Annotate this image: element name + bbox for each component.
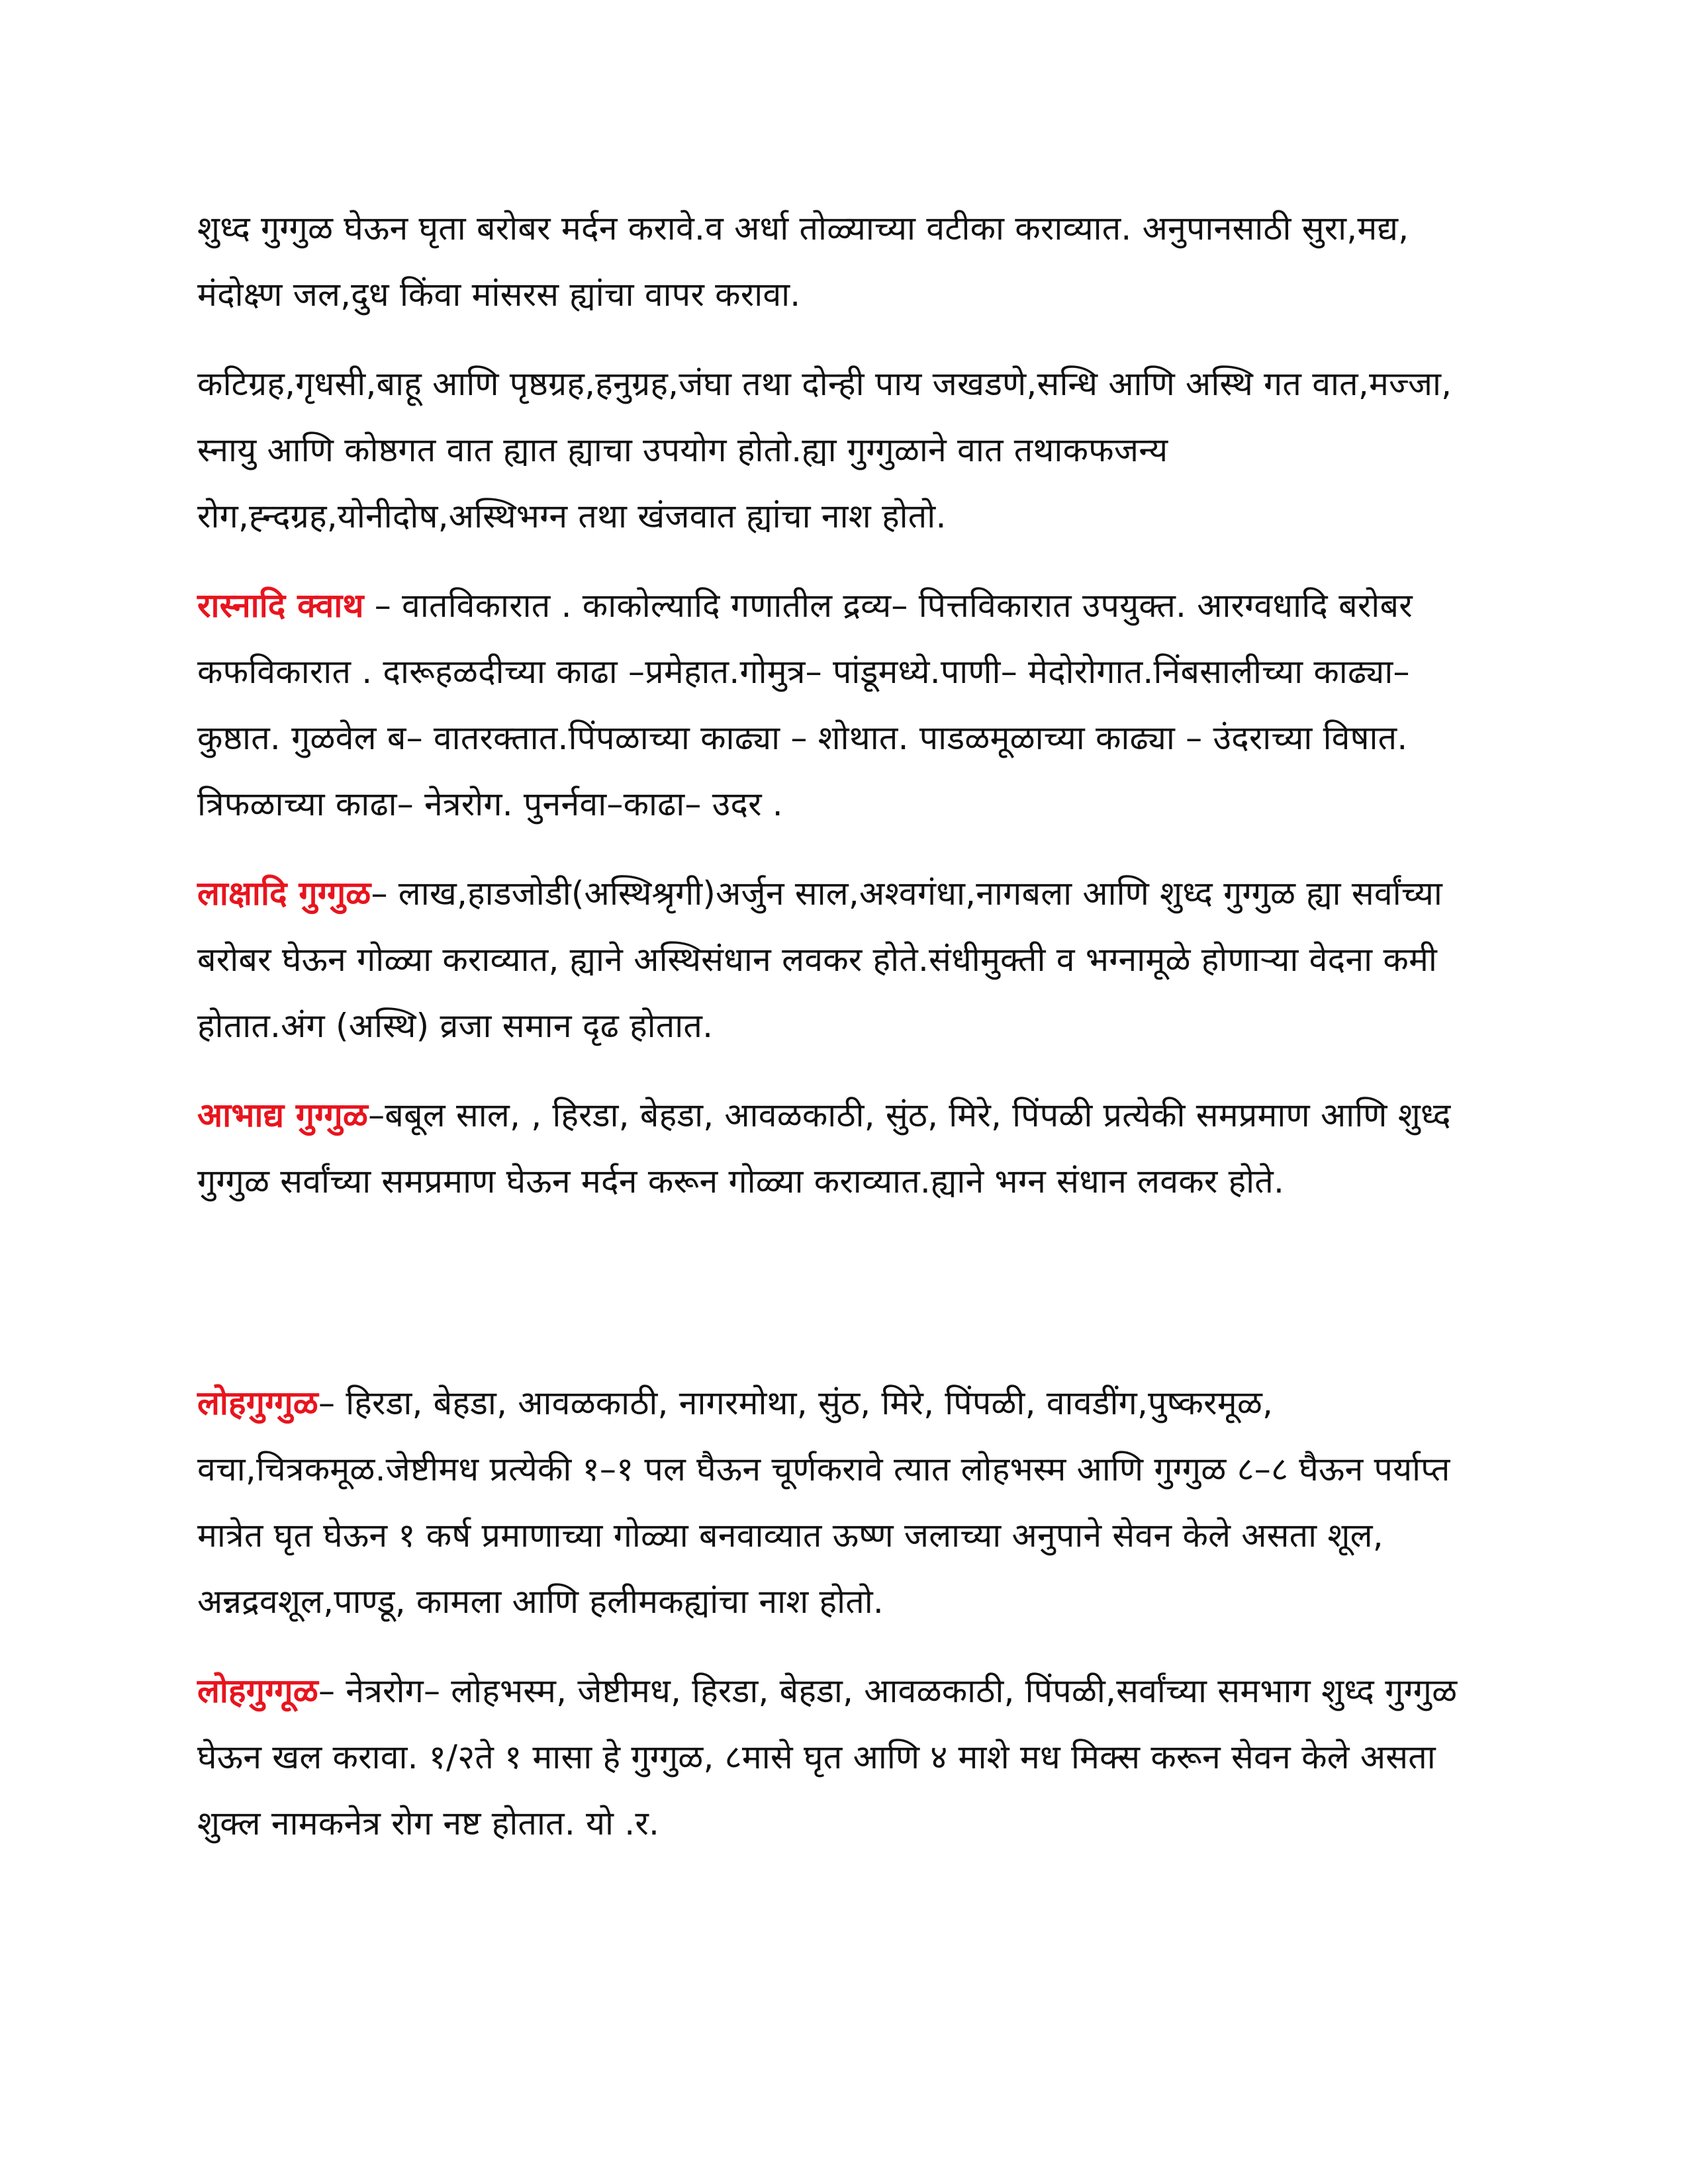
- paragraph-rasnadi-kwath: [197, 572, 1468, 837]
- paragraph-gugul-preparation: [197, 195, 1468, 328]
- paragraph-text: कटिग्रह,गृधसी,बाहू आणि पृष्ठग्रह,हनुग्रह,जंघा तथा दोन्ही पाय जखडणे,सन्धि आणि अस्थि गत वात,मज्जा, स्नायु आणि कोष्ठगत वात ह्यात ह्याचा उपयोग होतो.ह्या गुग्गुळाने वात तथाकफजन्य रोग,ह्न्दग्रह,योनीदोष,अस्थिभग्न तथा खंजवात ह्यांचा नाश होतो.: [197, 365, 1452, 535]
- paragraph-text: – नेत्ररोग– लोहभस्म, जेष्टीमध, हिरडा, बेहडा, आवळकाठी, पिंपळी,सर्वांच्या समभाग शुध्द गुग्गुळ घेऊन खल करावा. १/२ते १ मासा हे गुग्गुळ, ८मासे घृत आणि ४ माशे मध मिक्स करून सेवन केले असता शुक्ल नामकनेत्र रोग नष्ट होतात. यो .र.: [197, 1672, 1458, 1843]
- paragraph-lakshadi-gugul: [197, 860, 1468, 1059]
- section-heading-rasnadi-kwath: रास्नादि क्वाथ: [197, 586, 364, 625]
- section-heading-abhadya-gugul: आभाद्य गुग्गुळ: [197, 1096, 369, 1134]
- section-heading-lakshadi-gugul: लाक्षादि गुग्गुळ: [197, 874, 371, 913]
- paragraph-lohagugul: [197, 1370, 1468, 1635]
- paragraph-text: –बबूल साल, , हिरडा, बेहडा, आवळकाठी, सुंठ, मिरे, पिंपळी प्रत्येकी समप्रमाण आणि शुध्द गुग्गुळ सर्वांच्या समप्रमाण घेऊन मर्दन करून गोळ्या कराव्यात.ह्याने भग्न संधान लवकर होते.: [197, 1096, 1451, 1201]
- paragraph-text: शुध्द गुग्गुळ घेऊन घृता बरोबर मर्दन करावे.व अर्धा तोळ्याच्या वटीका कराव्यात. अनुपानसाठी सुरा,मद्य, मंदोक्ष्ण जल,दुध किंवा मांसरस ह्यांचा वापर करावा.: [197, 209, 1409, 314]
- paragraph-gugul-uses: [197, 351, 1468, 549]
- section-heading-lohagugul-netraroga: लोहगुग्गूळ: [197, 1672, 318, 1710]
- paragraph-abhadya-gugul: [197, 1082, 1468, 1214]
- paragraph-text: – वातविकारात . काकोल्यादि गणातील द्रव्य– पित्तविकारात उपयुक्त. आरग्वधादि बरोबर कफविकारात . दारूहळदीच्या काढा –प्रमेहात.गोमुत्र– पांडूमध्ये.पाणी– मेदोरोगात.निंबसालीच्या काढ्या– कुष्ठात. गुळवेल ब– वातरक्तात.पिंपळाच्या काढ्या – शोथात. पाडळमूळाच्या काढ्या – उंदराच्या विषात. त्रिफळाच्या काढा– नेत्ररोग. पुनर्नवा–काढा– उदर .: [197, 586, 1413, 823]
- paragraph-text: – लाख,हाडजोडी(अस्थिश्रृगी)अर्जुन साल,अश्वगंधा,नागबला आणि शुध्द गुग्गुळ ह्या सर्वांच्या बरोबर घेऊन गोळ्या कराव्यात, ह्याने अस्थिसंधान लवकर होते.संधीमुक्ती व भग्नामूळे होणाऱ्या वेदना कमी होतात.अंग (अस्थि) व्रजा समान दृढ होतात.: [197, 874, 1443, 1045]
- section-heading-lohagugul: लोहगुग्गुळ: [197, 1384, 318, 1422]
- paragraph-lohagugul-netraroga: [197, 1658, 1468, 1856]
- paragraph-text: – हिरडा, बेहडा, आवळकाठी, नागरमोथा, सुंठ, मिरे, पिंपळी, वावडींग,पुष्करमूळ, वचा,चित्रकमूळ.जेष्टीमध प्रत्येकी १–१ पल घैऊन चूर्णकरावे त्यात लोहभस्म आणि गुग्गुळ ८–८ घैऊन पर्याप्त मात्रेत घृत घेऊन १ कर्ष प्रमाणाच्या गोळ्या बनवाव्यात ऊष्ण जलाच्या अनुपाने सेवन केले असता शूल, अन्नद्रवशूल,पाण्डू, कामला आणि हलीमकह्यांचा नाश होतो.: [197, 1384, 1450, 1621]
